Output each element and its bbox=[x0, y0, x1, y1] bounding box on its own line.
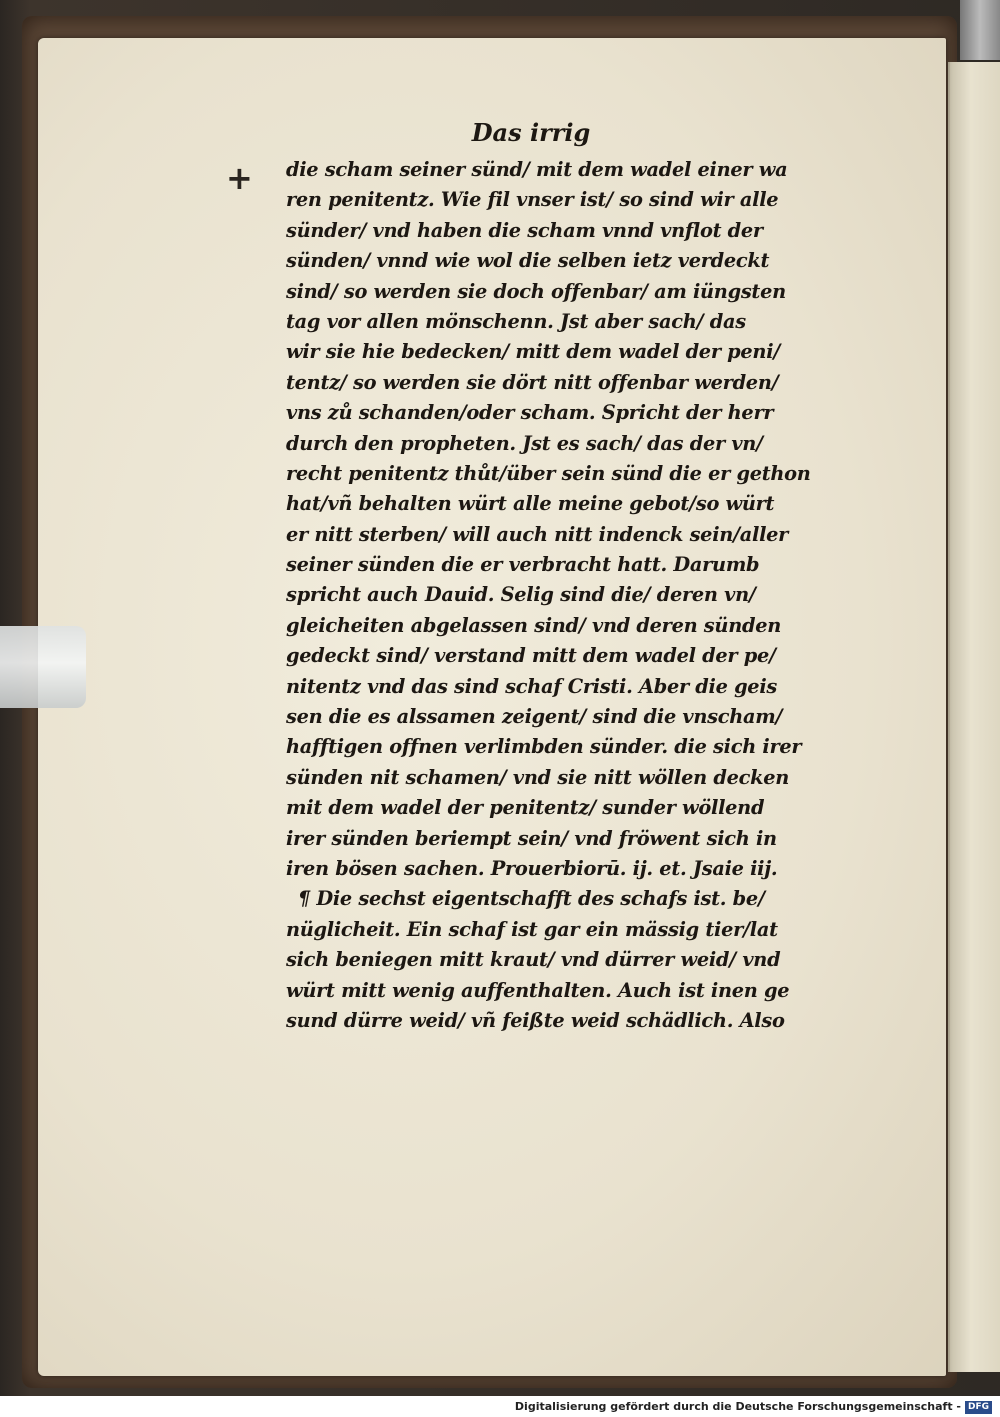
text-line: würt mitt wenig auffenthalten. Auch ist inen ge bbox=[286, 978, 790, 1002]
text-line: ren penitentz. Wie fil vnser ist/ so sind wir alle bbox=[286, 188, 779, 212]
text-line: gleicheiten abgelassen sind/ vnd deren sünden bbox=[286, 613, 782, 637]
text-line: nitentz vnd das sind schaf Cristi. Aber die geis bbox=[286, 674, 777, 698]
margin-cross-mark: + bbox=[226, 159, 253, 197]
running-head: Das irrig bbox=[471, 118, 591, 147]
footer-bar bbox=[0, 1396, 1000, 1417]
text-line: die scham seiner sünd/ mit dem wadel einer wa bbox=[286, 158, 788, 181]
footer-credit: Digitalisierung gefördert durch die Deutsche Forschungsgemeinschaft - bbox=[514, 1400, 961, 1413]
text-line: irer sünden beriempt sein/ vnd fröwent sich in bbox=[286, 826, 777, 850]
text-line: sünden/ vnnd wie wol die selben ietz verdeckt bbox=[286, 249, 770, 273]
text-line: er nitt sterben/ will auch nitt indenck sein/aller bbox=[286, 522, 789, 546]
dfg-logo: DFG bbox=[965, 1401, 992, 1414]
text-line: sünden nit schamen/ vnd sie nitt wöllen decken bbox=[286, 765, 789, 789]
text-line: wir sie hie bedecken/ mitt dem wadel der peni/ bbox=[286, 340, 781, 364]
body-text bbox=[286, 158, 846, 1039]
text-line: spricht auch Dauid. Selig sind die/ deren vn/ bbox=[286, 583, 756, 607]
text-line: sind/ so werden sie doch offenbar/ am iüngsten bbox=[286, 279, 786, 303]
text-line: ¶ Die sechst eigentschafft des schafs ist. be/ bbox=[297, 887, 765, 911]
text-line: sund dürre weid/ vñ feißte weid schädlich. Also bbox=[286, 1008, 785, 1032]
text-line: gedeckt sind/ verstand mitt dem wadel der pe/ bbox=[286, 644, 776, 668]
binding-clip bbox=[960, 0, 1000, 60]
facing-page-edge bbox=[948, 62, 1000, 1372]
text-line: tag vor allen mönschenn. Jst aber sach/ das bbox=[286, 309, 746, 333]
text-line: hafftigen offnen verlimbden sünder. die sich irer bbox=[286, 735, 802, 759]
text-line: tentz/ so werden sie dört nitt offenbar werden/ bbox=[286, 370, 779, 394]
text-line: nüglicheit. Ein schaf ist gar ein mässig tier/lat bbox=[286, 917, 778, 941]
text-line: mit dem wadel der penitentz/ sunder wöllend bbox=[286, 796, 765, 820]
text-line: sen die es alssamen zeigent/ sind die vnscham/ bbox=[286, 705, 783, 729]
text-line: hat/vñ behalten würt alle meine gebot/so würt bbox=[286, 492, 775, 516]
text-line: seiner sünden die er verbracht hatt. Darumb bbox=[286, 553, 760, 577]
text-line: sünder/ vnd haben die scham vnnd vnflot der bbox=[286, 218, 763, 242]
text-line: vns zů schanden/oder scham. Spricht der herr bbox=[286, 401, 774, 425]
page-tab-marker bbox=[0, 626, 86, 708]
text-line: iren bösen sachen. Prouerbiorū. ij. et. Jsaie iij. bbox=[286, 856, 778, 880]
text-line: durch den propheten. Jst es sach/ das der vn/ bbox=[286, 431, 763, 455]
text-line: sich beniegen mitt kraut/ vnd dürrer weid/ vnd bbox=[286, 948, 781, 972]
text-line: recht penitentz thůt/über sein sünd die er gethon bbox=[286, 461, 811, 485]
